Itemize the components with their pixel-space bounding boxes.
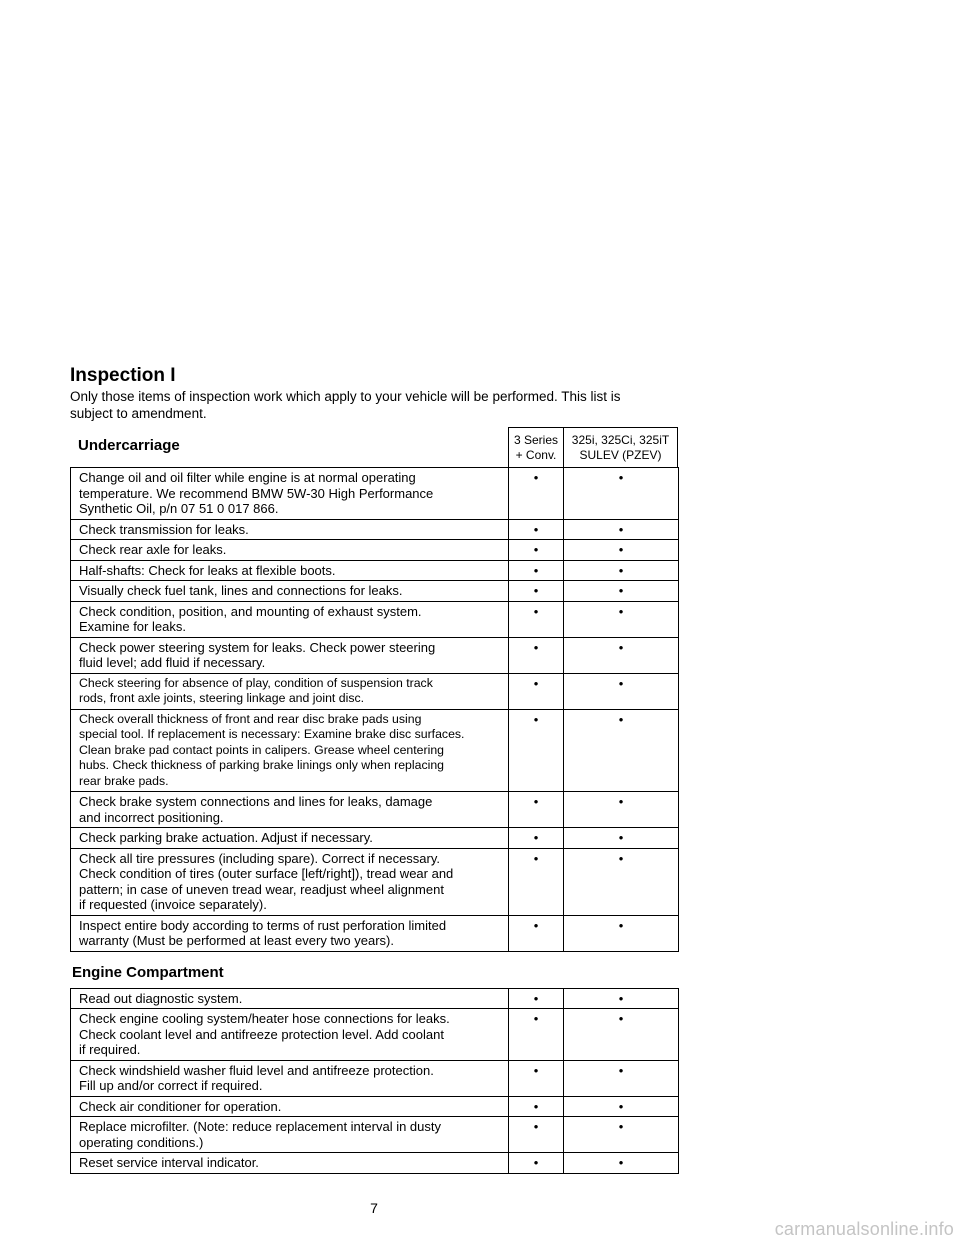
item-description [71, 601, 509, 637]
bullet-sulev: • [564, 637, 679, 673]
item-description [71, 468, 509, 520]
bullet-sulev: • [564, 1009, 679, 1061]
bullet-3-series: • [509, 848, 564, 915]
col2-line-2: SULEV (PZEV) [579, 448, 662, 462]
bullet-3-series: • [509, 468, 564, 520]
column-header-sulev [563, 427, 678, 467]
item-description [71, 848, 509, 915]
item-line: Check air conditioner for operation. [79, 1098, 282, 1114]
item-line: Check condition of tires (outer surface [left/right]), tread wear and [79, 866, 454, 881]
item-line: Change oil and oil filter while engine is at normal operating [79, 470, 416, 485]
item-line: if required. [79, 1042, 141, 1057]
table-row [71, 915, 679, 951]
bullet-sulev: • [564, 988, 679, 1009]
bullet-sulev: • [564, 1153, 679, 1174]
item-line: Check condition, position, and mounting of exhaust system. [79, 603, 422, 619]
item-line: Check coolant level and antifreeze protection level. Add coolant [79, 1026, 444, 1042]
undercarriage-title: Undercarriage [78, 437, 180, 454]
item-line: Read out diagnostic system. [79, 990, 243, 1006]
item-line: Check brake system connections and lines for leaks, damage [79, 794, 433, 809]
table-row [71, 1009, 679, 1061]
item-line: warranty (Must be performed at least every two years). [79, 933, 395, 948]
undercarriage-table-body [71, 468, 679, 952]
bullet-sulev: • [564, 915, 679, 951]
table-row [71, 828, 679, 849]
table-row [71, 1060, 679, 1096]
bullet-3-series: • [509, 1009, 564, 1061]
item-description [71, 988, 509, 1009]
bullet-sulev: • [564, 519, 679, 540]
item-description [71, 1153, 509, 1174]
bullet-sulev: • [564, 792, 679, 828]
col1-line-2: + Conv. [515, 448, 557, 462]
item-line: and incorrect positioning. [79, 809, 224, 825]
item-line: temperature. We recommend BMW 5W-30 High Performance [79, 485, 434, 501]
undercarriage-header [70, 427, 678, 467]
item-line: rods, front axle joints, steering linkage and joint disc. [79, 691, 365, 705]
bullet-3-series: • [509, 637, 564, 673]
bullet-3-series: • [509, 673, 564, 709]
bullet-sulev: • [564, 673, 679, 709]
item-line: Replace microfilter. (Note: reduce replacement interval in dusty [79, 1119, 441, 1134]
bullet-3-series: • [509, 709, 564, 792]
table-row [71, 540, 679, 561]
item-description [71, 1117, 509, 1153]
column-header-3-series [508, 427, 563, 467]
bullet-sulev: • [564, 1117, 679, 1153]
bullet-sulev: • [564, 1060, 679, 1096]
item-line: fluid level; add fluid if necessary. [79, 655, 266, 670]
inspection-page [70, 364, 678, 1174]
bullet-sulev: • [564, 468, 679, 520]
item-line: Fill up and/or correct if required. [79, 1078, 263, 1093]
item-description [71, 673, 509, 709]
table-row [71, 601, 679, 637]
item-line: special tool. If replacement is necessary: Examine brake disc surfaces. [79, 727, 465, 741]
table-row [71, 468, 679, 520]
item-line: Check parking brake actuation. Adjust if necessary. [79, 830, 373, 845]
bullet-3-series: • [509, 519, 564, 540]
bullet-3-series: • [509, 988, 564, 1009]
bullet-sulev: • [564, 709, 679, 792]
bullet-3-series: • [509, 601, 564, 637]
item-line: Reset service interval indicator. [79, 1155, 259, 1170]
item-line: Half-shafts: Check for leaks at flexible boots. [79, 562, 336, 578]
item-line: if requested (invoice separately). [79, 897, 267, 912]
engine-table-body [71, 988, 679, 1173]
bullet-3-series: • [509, 828, 564, 849]
table-row [71, 519, 679, 540]
bullet-3-series: • [509, 792, 564, 828]
undercarriage-table [70, 467, 679, 952]
bullet-3-series: • [509, 540, 564, 561]
bullet-sulev: • [564, 848, 679, 915]
table-row [71, 673, 679, 709]
bullet-sulev: • [564, 1096, 679, 1117]
item-line: Visually check fuel tank, lines and connections for leaks. [79, 583, 403, 598]
bullet-sulev: • [564, 581, 679, 602]
intro-line-1: Only those items of inspection work which apply to your vehicle will be performed. This list is [70, 389, 621, 404]
bullet-sulev: • [564, 540, 679, 561]
item-description [71, 915, 509, 951]
intro-line-2: subject to amendment. [70, 406, 207, 421]
item-line: Clean brake pad contact points in calipers. Grease wheel centering [79, 742, 445, 757]
bullet-3-series: • [509, 1060, 564, 1096]
engine-compartment-table [70, 988, 679, 1174]
bullet-3-series: • [509, 915, 564, 951]
bullet-sulev: • [564, 601, 679, 637]
table-row [71, 848, 679, 915]
bullet-3-series: • [509, 560, 564, 581]
item-line: Check windshield washer fluid level and antifreeze protection. [79, 1062, 434, 1078]
intro-text [70, 388, 670, 422]
item-line: Check transmission for leaks. [79, 521, 249, 537]
page-title: Inspection I [70, 365, 176, 386]
item-line: rear brake pads. [79, 773, 169, 788]
item-line: hubs. Check thickness of parking brake linings only when replacing [79, 758, 445, 772]
table-row [71, 637, 679, 673]
item-description [71, 540, 509, 561]
item-line: Check steering for absence of play, condition of suspension track [79, 675, 433, 690]
item-description [71, 1009, 509, 1061]
bullet-3-series: • [509, 1096, 564, 1117]
col1-line-1: 3 Series [513, 433, 559, 447]
item-line: operating conditions.) [79, 1134, 204, 1150]
item-description [71, 581, 509, 602]
item-line: Synthetic Oil, p/n 07 51 0 017 866. [79, 501, 279, 516]
item-line: Check overall thickness of front and rear disc brake pads using [79, 711, 422, 726]
table-row [71, 1096, 679, 1117]
table-row [71, 988, 679, 1009]
item-description [71, 637, 509, 673]
item-description [71, 709, 509, 792]
table-row [71, 560, 679, 581]
item-description [71, 519, 509, 540]
bullet-sulev: • [564, 828, 679, 849]
item-description [71, 1060, 509, 1096]
bullet-sulev: • [564, 560, 679, 581]
bullet-3-series: • [509, 1153, 564, 1174]
col2-line-1: 325i, 325Ci, 325iT [571, 433, 670, 447]
bullet-3-series: • [509, 1117, 564, 1153]
item-description [71, 828, 509, 849]
item-line: Check engine cooling system/heater hose connections for leaks. [79, 1011, 450, 1026]
item-description [71, 560, 509, 581]
item-line: Check all tire pressures (including spare). Correct if necessary. [79, 850, 441, 866]
item-line: pattern; in case of uneven tread wear, readjust wheel alignment [79, 881, 444, 897]
item-line: Inspect entire body according to terms of rust perforation limited [79, 917, 447, 933]
engine-compartment-title: Engine Compartment [72, 963, 224, 981]
table-row [71, 581, 679, 602]
bullet-3-series: • [509, 581, 564, 602]
table-row [71, 792, 679, 828]
item-description [71, 1096, 509, 1117]
item-line: Check rear axle for leaks. [79, 542, 227, 557]
page-number: 7 [370, 1200, 378, 1216]
watermark: carmanualsonline.info [774, 1219, 954, 1239]
item-description [71, 792, 509, 828]
item-line: Check power steering system for leaks. Check power steering [79, 639, 436, 655]
item-line: Examine for leaks. [79, 619, 186, 634]
table-row [71, 1153, 679, 1174]
table-row [71, 709, 679, 792]
table-row [71, 1117, 679, 1153]
